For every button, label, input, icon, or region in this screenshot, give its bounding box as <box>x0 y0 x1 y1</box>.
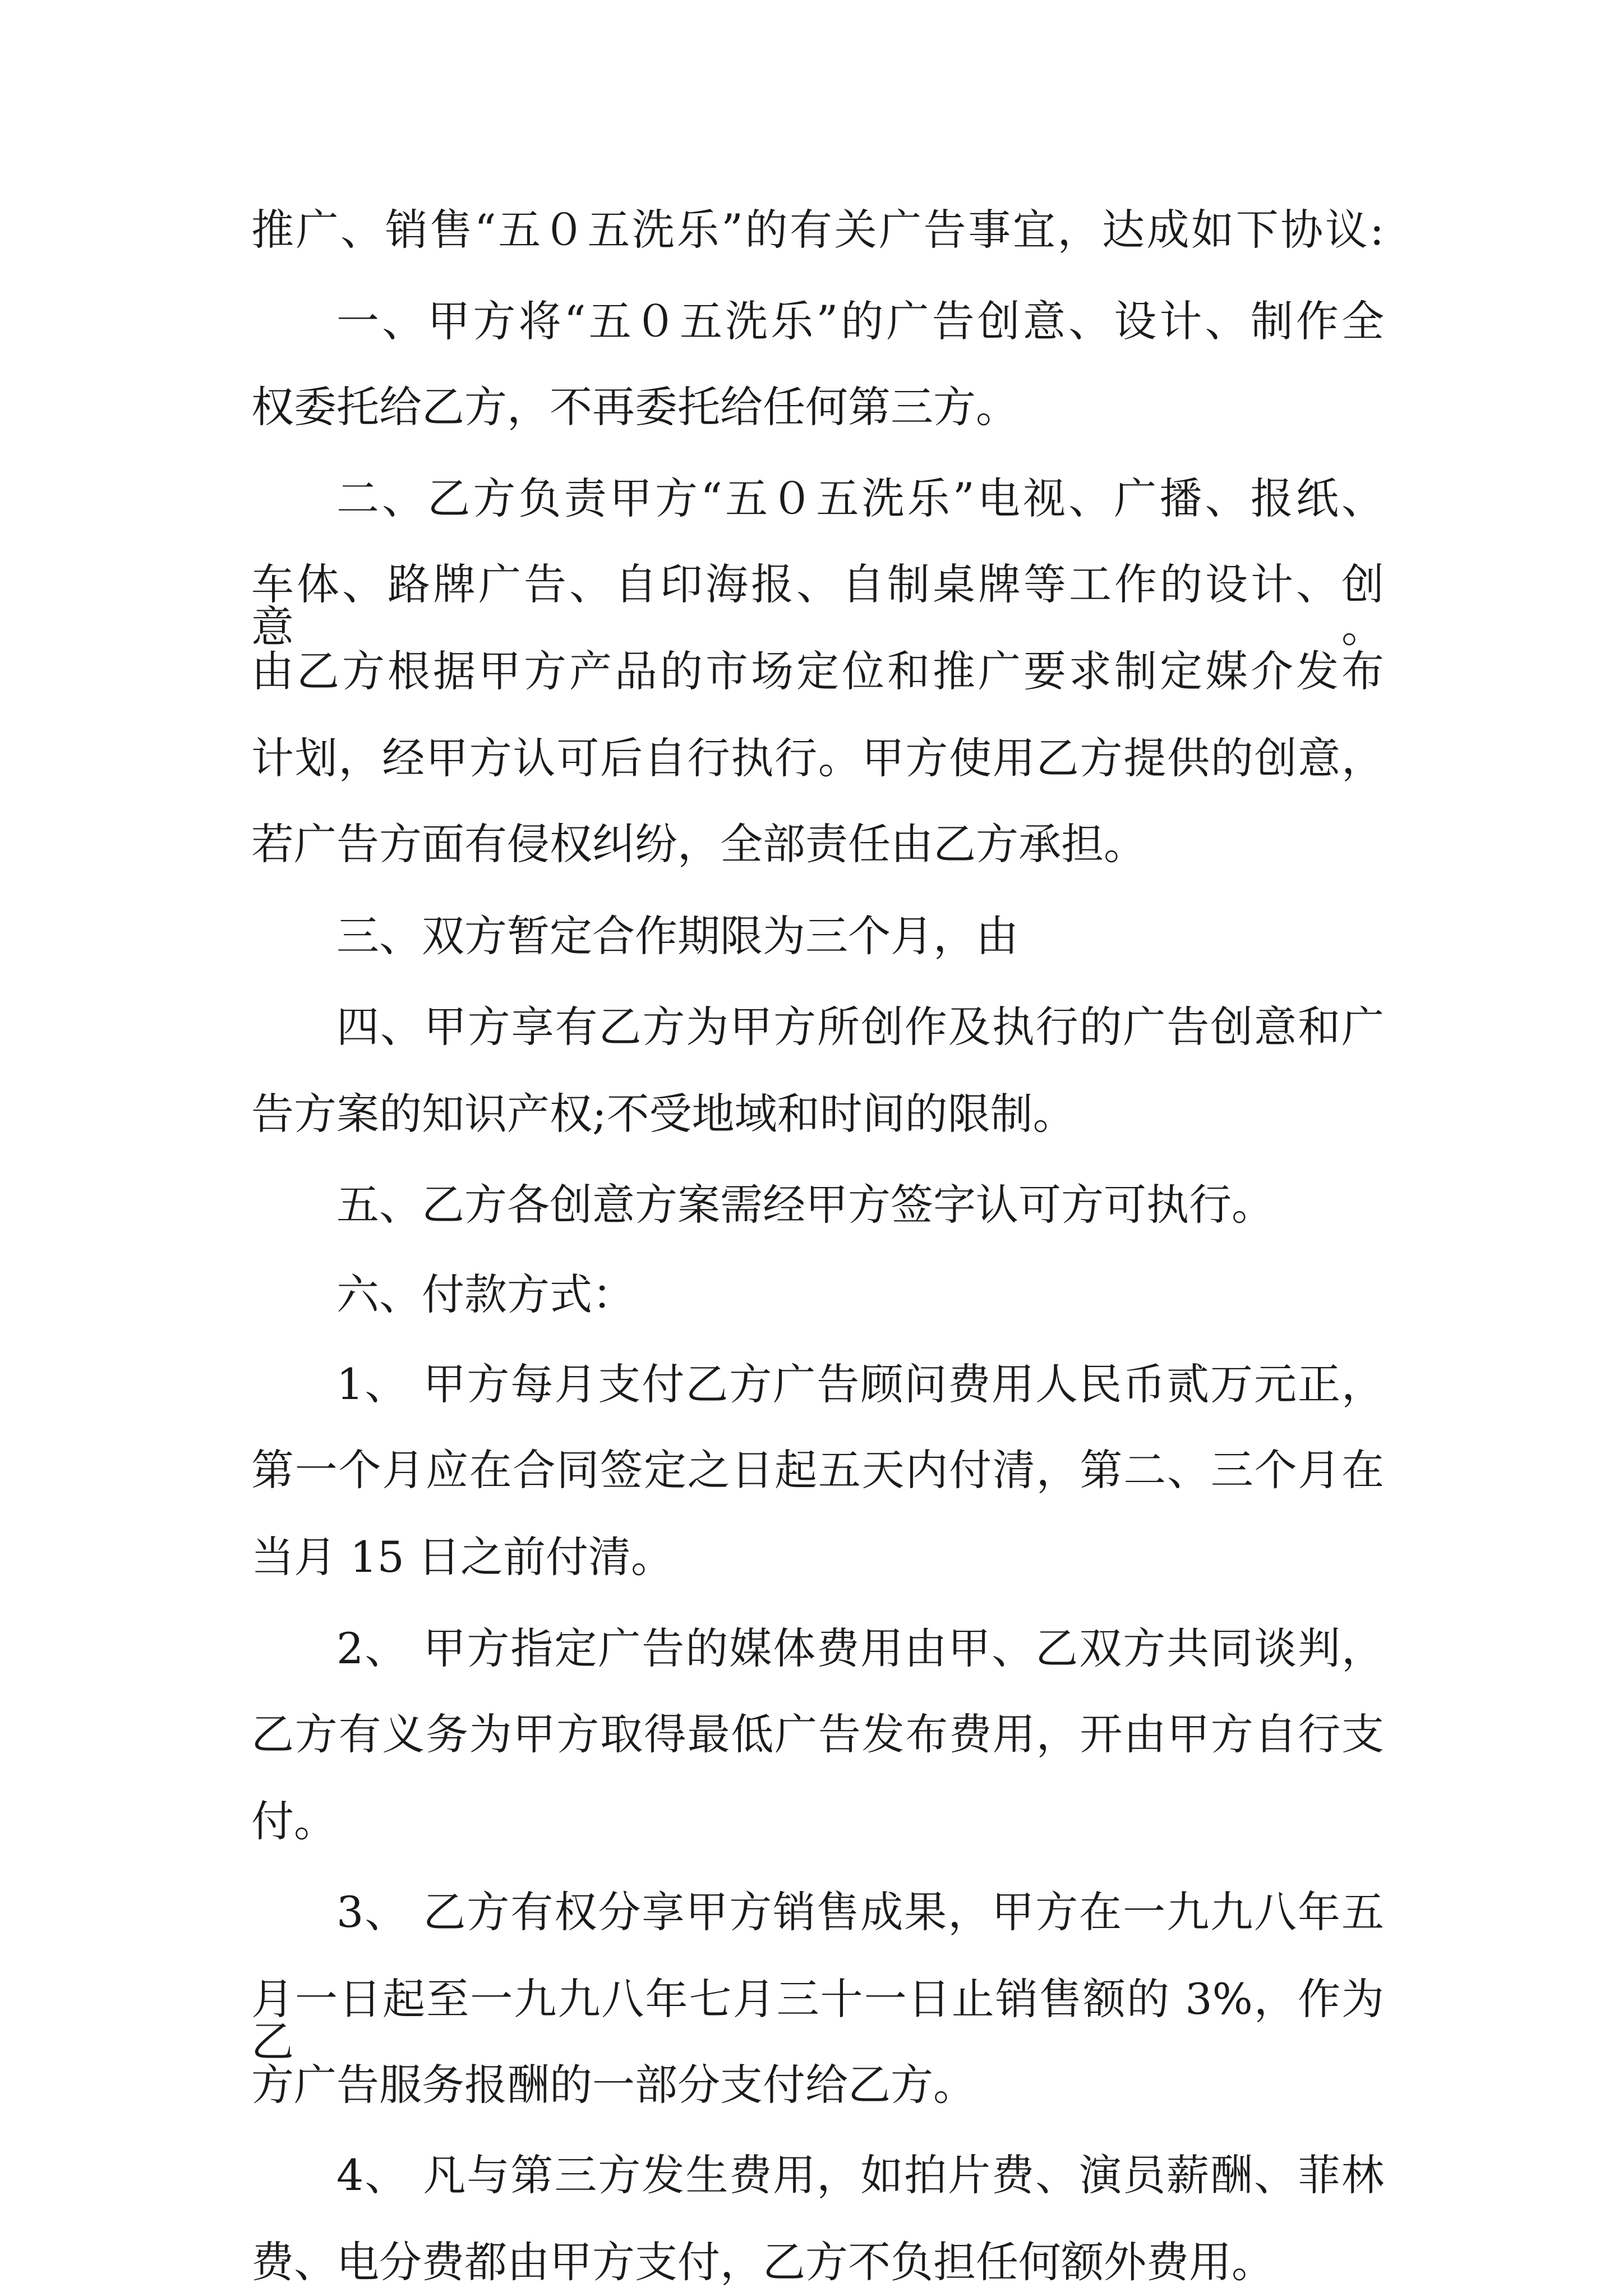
payment-item-4-line: 4、 凡与第三方发生费用，如拍片费、演员薪酬、菲林 <box>336 2150 1384 2200</box>
payment-item-4-line: 费、电分费都由甲方支付，乙方不负担任何额外费用。 <box>251 2237 1274 2287</box>
clause-4-line: 告方案的知识产权;不受地域和时间的限制。 <box>251 1089 1076 1139</box>
clause-6-heading: 六、付款方式： <box>336 1269 635 1319</box>
clause-2-line: 由乙方根据甲方产品的市场定位和推广要求制定媒介发布 <box>251 646 1384 696</box>
payment-item-1-line: 第一个月应在合同签定之日起五天内付清，第二、三个月在 <box>251 1445 1384 1495</box>
payment-item-1-line: 当月 15 日之前付清。 <box>251 1532 674 1582</box>
clause-2-line: 二、乙方负责甲方“五０五洗乐”电视、广播、报纸、 <box>336 473 1384 523</box>
clause-3-line: 三、双方暂定合作期限为三个月，由 <box>336 911 1018 961</box>
payment-item-3-line: 月一日起至一九九八年七月三十一日止销售额的 3%，作为乙 <box>251 1974 1384 2067</box>
payment-item-3-line: 方广告服务报酬的一部分支付给乙方。 <box>251 2060 976 2110</box>
payment-item-1-line: 1、 甲方每月支付乙方广告顾问费用人民币贰万元正， <box>336 1359 1384 1409</box>
payment-item-2-line: 乙方有义务为甲方取得最低广告发布费用，开由甲方自行支 <box>251 1709 1384 1759</box>
text-line: 推广、销售“五０五洗乐”的有关广告事宜，达成如下协议: <box>251 205 1384 255</box>
payment-item-2-line: 付。 <box>251 1796 336 1846</box>
clause-2-line: 若广告方面有侵权纠纷，全部责任由乙方承担。 <box>251 819 1146 869</box>
clause-2-line: 车体、路牌广告、自印海报、自制桌牌等工作的设计、创意。 <box>251 559 1384 652</box>
clause-1-line: 一、甲方将“五０五洗乐”的广告创意、设计、制作全 <box>336 296 1384 346</box>
clause-1-line: 权委托给乙方，不再委托给任何第三方。 <box>251 382 1018 432</box>
clause-4-line: 四、甲方享有乙方为甲方所创作及执行的广告创意和广 <box>336 1002 1384 1052</box>
clause-2-line: 计划，经甲方认可后自行执行。甲方使用乙方提供的创意， <box>251 733 1384 783</box>
clause-5-line: 五、乙方各创意方案需经甲方签字认可方可执行。 <box>336 1180 1274 1230</box>
payment-item-3-line: 3、 乙方有权分享甲方销售成果，甲方在一九九八年五 <box>336 1887 1384 1937</box>
payment-item-2-line: 2、 甲方指定广告的媒体费用由甲、乙双方共同谈判， <box>336 1623 1384 1673</box>
